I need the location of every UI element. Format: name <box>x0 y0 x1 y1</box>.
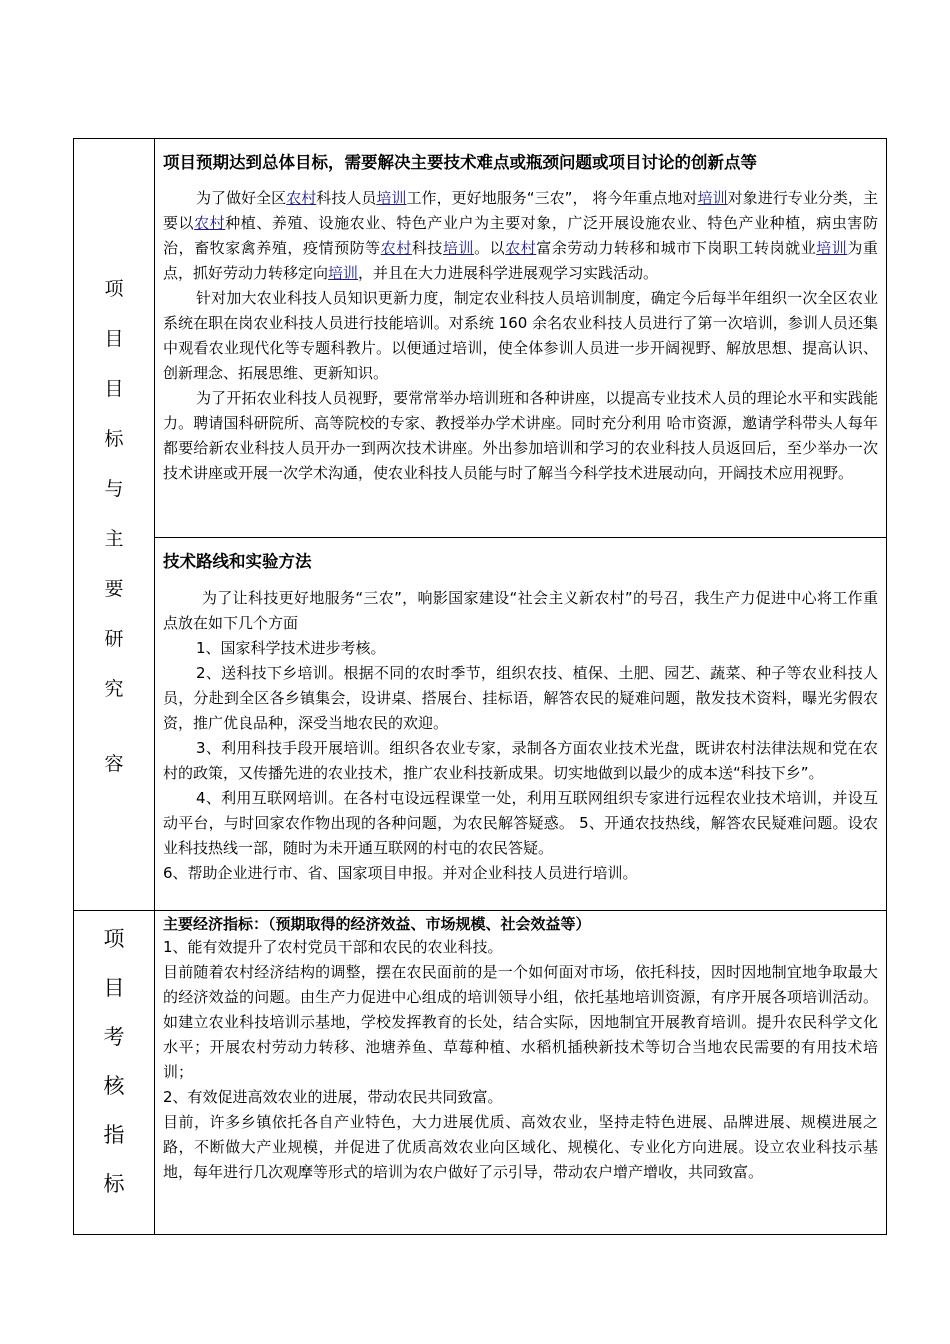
label-char: 核 <box>103 1074 125 1098</box>
section-tech-route <box>163 549 878 886</box>
label-char: 标 <box>104 428 124 450</box>
indicators-line-4: 目前，许多乡镇依托各自产业特色，大力进展优质、高效农业，坚持走特色进展、品牌进展、规模进展之路，不断做大产业规模，并促进了优质高效农业向区域化、规模化、专业化方向进展。设立农业科技示基地，每年进行几次观摩等形式的培训为农户做好了示引导，带动农户增产增收，共同致富。 <box>163 1113 878 1181</box>
indicators-line-3: 2、有效促进高效农业的进展，带动农民共同致富。 <box>163 1088 503 1106</box>
inline-link[interactable]: 农村 <box>505 239 537 257</box>
inline-link[interactable]: 农村 <box>380 239 412 257</box>
label-char: 要 <box>104 578 124 600</box>
tech-item-3: 3、利用科技手段开展培训。组织各农业专家，录制各方面农业技术光盘，既讲农村法律法规和党在农村的政策，又传播先进的农业技术，推广农业科技新成果。切实地做到以最少的成本送“科技下乡”。 <box>163 739 878 782</box>
tech-intro: 为了让科技更好地服务“三农”，响影国家建设“社会主义新农村”的号召，我生产力促进中心将工作重点放在如下几个方面 <box>163 589 878 632</box>
text-segment: 科技 <box>411 239 443 257</box>
inline-link[interactable]: 培训 <box>816 239 848 257</box>
label-char: 主 <box>104 528 124 550</box>
label-char: 目 <box>103 976 125 1000</box>
goals-paragraph-3: 为了开拓农业科技人员视野，要常常举办培训班和各种讲座，以提高专业技术人员的理论水平和实践能力。聘请国科研院所、高等院校的专家、教授举办学术讲座。同时充分利用 哈市资源，邀请学科带头人每年都要给新农业科技人员开办一到两次技术讲座。外出参加培训和学习的农业科技人员返回后，至少举办一次技术讲座或开展一次学术沟通，使农业科技人员能与时了解当今科学技术进展动向，开阔技术应用视野。 <box>163 389 878 482</box>
tech-item-2: 2、送科技下乡培训。根据不同的农时季节，组织农技、植保、土肥、园艺、蔬菜、种子等农业科技人员，分赴到全区各乡镇集会，设讲桌、搭展台、挂标语，解答农民的疑难问题，散发技术资料，曝光劣假农资，推广优良品种，深受当地农民的欢迎。 <box>163 664 878 732</box>
label-char: 标 <box>103 1172 125 1196</box>
tech-item-1: 1、国家科学技术进步考核。 <box>196 639 386 657</box>
inline-link[interactable]: 培训 <box>376 189 407 207</box>
text-segment: 为了做好全区 <box>196 189 287 207</box>
indicators-line-1: 1、能有效提升了农村党员干部和农民的农业科技。 <box>163 938 503 956</box>
row-divider-assessment <box>73 910 887 911</box>
text-segment: 种植、养殖、设施农业、特色产业户为主要对象，广泛开展设施农业、特色产业种植，病虫害防治，畜牧家禽养殖，疫情预防等 <box>163 214 878 257</box>
label-char: 目 <box>104 378 124 400</box>
section-goals-title: 项目预期达到总体目标，需要解决主要技术难点或瓶颈问题或项目讨论的创新点等 <box>163 153 757 172</box>
text-segment: 科技人员 <box>316 189 377 207</box>
label-char: 考 <box>103 1025 125 1049</box>
section-indicators <box>163 913 878 1185</box>
indicators-line-2: 目前随着农村经济结构的调整，摆在农民面前的是一个如何面对市场，依托科技，因时因地制宜地争取最大的经济效益的问题。由生产力促进中心组成的培训领导小组，依托基地培训资源，有序开展各项培训活动。如建立农业科技培训示基地，学校发挥教育的长处，结合实际，因地制宜开展教育培训。提升农民科学文化水平；开展农村劳动力转移、池塘养鱼、草莓种植、水稻机插秧新技术等切合当地农民需要的有用技术培训； <box>163 963 878 1081</box>
tech-item-4: 4、利用互联网培训。在各村屯设远程课堂一处，利用互联网组织专家进行远程农业技术培训，并设互动平台，与时回家农作物出现的各种问题，为农民解答疑惑。 5、开通农技热线，解答农民疑难问题。设农业科技热线一部，随时为未开通互联网的村屯的农民答疑。 <box>163 789 878 857</box>
label-char: 目 <box>104 328 124 350</box>
label-char: 与 <box>104 478 124 500</box>
goals-paragraph-1 <box>163 186 878 286</box>
inline-link[interactable]: 培训 <box>442 239 475 257</box>
text-segment: 富余劳动力转移和城市下岗职工转岗就业 <box>536 239 817 257</box>
section-tech-route-title: 技术路线和实验方法 <box>163 552 312 571</box>
inline-link[interactable]: 农村 <box>286 189 317 207</box>
inline-link[interactable]: 农村 <box>194 214 226 232</box>
text-segment: 。以 <box>474 239 506 257</box>
indicators-title: 主要经济指标：（预期取得的经济效益、市场规模、社会效益等） <box>163 915 591 933</box>
text-segment: 对象进行专业分类，主要以 <box>163 189 878 232</box>
goals-paragraph-2: 针对加大农业科技人员知识更新力度，制定农业科技人员培训制度，确定今后每半年组织一次全区农业系统在职在岗农业科技人员进行技能培训。对系统 160 余名农业科技人员进行了第一次培训，参训人员还集中观看农业现代化等专题科教片。以便通过培训，使全体参训人员进一步开阔视野、解放思想、提高认识、创新理念、拓展思维、更新知识。 <box>163 289 878 382</box>
text-segment: 为重点，抓好劳动力转移定向 <box>163 239 878 282</box>
label-char: 研 <box>104 628 124 650</box>
row-divider-tech <box>154 537 887 538</box>
column-divider <box>154 138 155 1235</box>
label-char: 究 <box>104 678 124 700</box>
text-segment: 工作，更好地服务“三农”， 将今年重点地对 <box>406 189 698 207</box>
inline-link[interactable]: 培训 <box>328 264 359 282</box>
tech-item-6: 6、帮助企业进行市、省、国家项目申报。并对企业科技人员进行培训。 <box>163 864 638 882</box>
label-char: 项 <box>103 927 125 951</box>
inline-link[interactable]: 培训 <box>697 189 728 207</box>
label-char: 项 <box>104 278 124 300</box>
text-segment: ，并且在大力进展科学进展观学习实践活动。 <box>358 264 659 282</box>
label-char: 指 <box>103 1123 125 1147</box>
section-goals <box>163 150 878 486</box>
label-char: 容 <box>104 753 124 775</box>
